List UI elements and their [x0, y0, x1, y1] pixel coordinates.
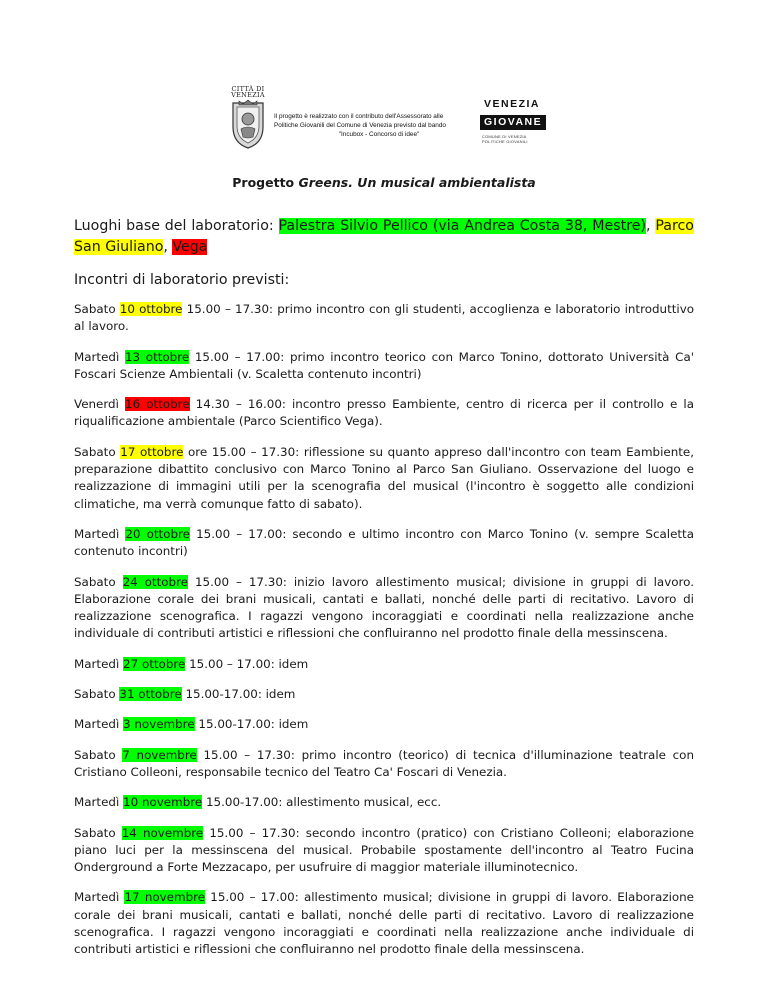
- entry-date: 31 ottobre: [119, 687, 182, 702]
- schedule-entry: [74, 301, 694, 336]
- entry-date: 14 novembre: [121, 825, 204, 840]
- entry-date: 17 ottobre: [120, 444, 184, 459]
- entry-day: Martedì: [74, 526, 126, 541]
- crest-title: CITTÀ DI VENEZIA: [231, 85, 265, 99]
- logo-box-text: GIOVANE: [480, 115, 546, 130]
- entry-day: Sabato: [74, 687, 120, 702]
- entry-text: 15.00-17.00: allestimento musical, ecc.: [202, 795, 442, 810]
- schedule-entry: [74, 686, 694, 703]
- schedule-entry: [74, 656, 694, 673]
- entry-text: ore 15.00 – 17.30: riflessione su quanto appreso dall'incontro con team Eambiente, preparazione dibattito conclusivo con Marco Tonino al Parco San Giuliano. Osservazione del luogo e realizzazione di immagini utili per la scenografia del musical (l'incontro è soggetto alle condizioni climatiche, ma verrà comunque fatto di sabato).: [74, 444, 694, 511]
- luoghi-label: Luoghi base del laboratorio:: [74, 218, 279, 234]
- city-crest: [228, 86, 268, 152]
- sponsor-line: Politiche Giovanili del Comune di Venezia previsto dal bando: [274, 122, 446, 129]
- entry-text: 15.00-17.00: idem: [194, 717, 309, 732]
- title-prefix: Progetto: [232, 175, 299, 190]
- place-parco-san-giuliano: Parco San Giuliano: [74, 218, 694, 255]
- entry-text: 15.00 – 17.00: primo incontro teorico con Marco Tonino, dottorato Università Ca' Foscari Scienze Ambientali (v. Scaletta contenuto incontri): [74, 349, 694, 381]
- place-palestra: Palestra Silvio Pellico (via Andrea Costa 38, Mestre): [278, 218, 646, 234]
- entry-text: 15.00 – 17.00: allestimento musical; divisione in gruppi di lavoro. Elaborazione corale dei brani musicali, cantati e ballati, nonché delle parti di recitativo. Lavoro di realizzazione scenografica. I ragazzi vengono incoraggiati e coordinati nella realizzazione anche individuale di contributi artistici e riflessioni che confluiranno nel prodotto finale della messinscena.: [74, 890, 694, 957]
- entry-day: Martedì: [74, 890, 125, 905]
- entry-date: 24 ottobre: [122, 574, 189, 589]
- entry-date: 16 ottobre: [125, 397, 190, 412]
- entry-day: Sabato: [74, 302, 120, 316]
- schedule-entry: [74, 889, 694, 958]
- entry-text: 15.00 – 17.00: secondo e ultimo incontro con Marco Tonino (v. sempre Scaletta contenuto incontri): [74, 526, 694, 559]
- entry-day: Sabato: [74, 444, 121, 459]
- entry-text: 15.00 – 17.30: primo incontro (teorico) di tecnica d'illuminazione teatrale con Cristiano Colleoni, responsabile tecnico del Teatro Ca' Foscari di Venezia.: [74, 747, 694, 779]
- entry-date: 13 ottobre: [124, 349, 190, 364]
- sponsor-note: [274, 112, 484, 139]
- incontri-heading: Incontri di laboratorio previsti:: [74, 272, 290, 288]
- entry-day: Martedì: [74, 656, 124, 671]
- entry-day: Venerdì: [74, 397, 125, 412]
- title-italic: Greens. Un musical ambientalista: [298, 175, 536, 190]
- schedule-entry: [74, 825, 694, 877]
- entry-text: 14.30 – 16.00: incontro presso Eambiente, centro di ricerca per il controllo e la riqualificazione ambientale (Parco Scientifico Vega).: [74, 397, 694, 429]
- crest-emblem-icon: [231, 99, 265, 149]
- schedule-entry: [74, 526, 694, 561]
- entry-day: Sabato: [74, 747, 123, 762]
- entry-text: 15.00 – 17.00: idem: [185, 656, 309, 671]
- entry-date: 20 ottobre: [125, 526, 190, 541]
- entry-day: Sabato: [74, 574, 123, 589]
- schedule-entry: [74, 574, 694, 643]
- sponsor-line: Il progetto è realizzato con il contributo dell'Assessorato alle: [274, 113, 444, 120]
- entry-day: Martedì: [74, 349, 125, 364]
- schedule-entry: [74, 716, 694, 733]
- entry-day: Martedì: [74, 795, 124, 810]
- schedule-entry: [74, 794, 694, 811]
- separator: ,: [645, 218, 656, 234]
- luoghi-paragraph: [74, 216, 694, 258]
- document-body: [74, 216, 694, 972]
- entry-date: 7 novembre: [122, 747, 197, 762]
- entry-text: 15.00 – 17.30: secondo incontro (pratico) con Cristiano Colleoni; elaborazione piano luci per la messinscena del musical. Probabile spostamente dell'incontro al Teatro Fucina Onderground a Forte Mezzacapo, per usufruire di maggior materiale illuminotecnico.: [74, 825, 694, 875]
- venezia-giovane-logo: [480, 98, 570, 144]
- entry-text: 15.00-17.00: idem: [181, 687, 296, 702]
- document-title: [0, 175, 768, 190]
- entry-day: Martedì: [74, 717, 124, 732]
- logo-top-text: VENEZIA: [484, 98, 541, 110]
- logo-sub-line: POLITICHE GIOVANILI: [482, 139, 528, 144]
- separator: ,: [163, 239, 173, 255]
- sponsor-line: "Incubox - Concorso di idee": [338, 131, 420, 138]
- entry-date: 10 novembre: [123, 795, 203, 810]
- entry-date: 17 novembre: [124, 890, 206, 905]
- entry-date: 10 ottobre: [119, 302, 183, 316]
- schedule-entry: [74, 747, 694, 782]
- entry-date: 27 ottobre: [123, 656, 186, 671]
- logo-subtitle: [480, 134, 570, 144]
- entry-day: Sabato: [74, 825, 122, 840]
- entry-text: 15.00 – 17.30: primo incontro con gli studenti, accoglienza e laboratorio introduttivo al lavoro.: [74, 302, 695, 334]
- schedule-entry: [74, 444, 694, 513]
- schedule-entry: [74, 349, 694, 384]
- entry-text: 15.00 – 17.30: inizio lavoro allestimento musical; divisione in gruppi di lavoro. Elaborazione corale dei brani musicali, cantati e ballati, nonché delle parti di recitativo. Lavoro di realizzazione scenografica. I ragazzi vengono incoraggiati e coordinati nella realizzazione anche individuale di contributi artistici e riflessioni che confluiranno nel prodotto finale della messinscena.: [74, 574, 694, 641]
- place-vega: Vega: [172, 239, 208, 255]
- schedule-entry: [74, 396, 694, 431]
- entry-date: 3 novembre: [123, 717, 195, 732]
- logo-sub-line: COMUNE DI VENEZIA: [482, 134, 527, 139]
- document-header: [228, 86, 568, 156]
